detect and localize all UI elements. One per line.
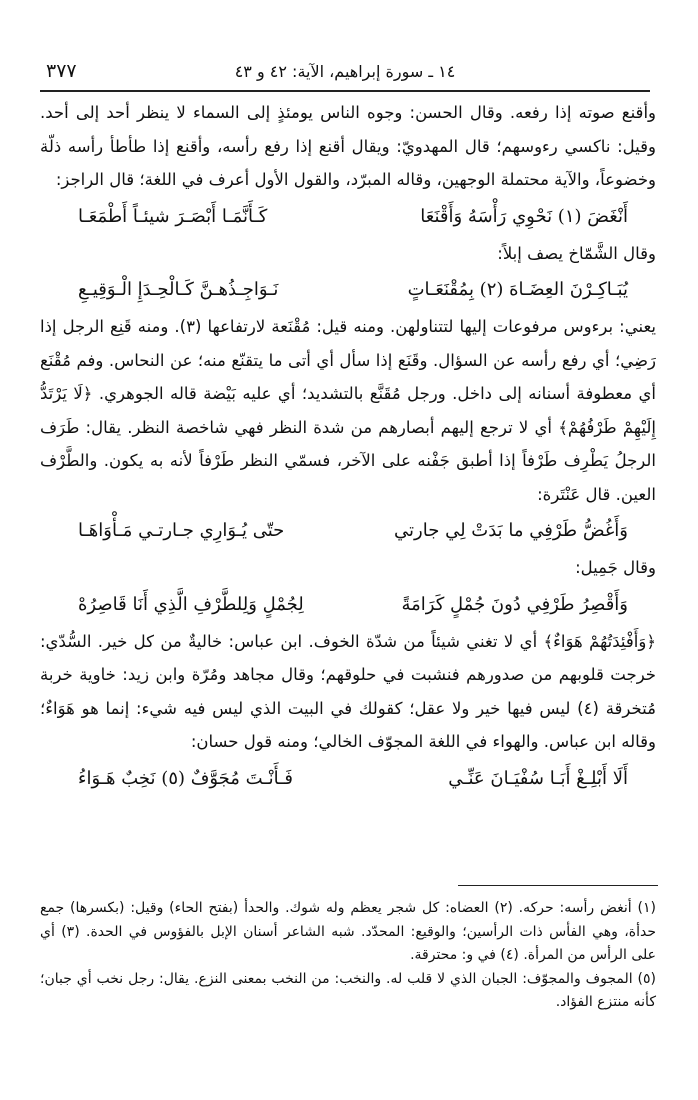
verse-line — [40, 197, 656, 237]
footnote-divider — [458, 885, 658, 886]
hemistich-first: وَأَقْصِرُ طَرْفِي دُونَ جُمْلٍ كَرَامَةً — [401, 593, 628, 615]
paragraph: وقال جَمِيل: — [575, 558, 656, 577]
page-number: ٣٧٧ — [46, 60, 77, 82]
paragraph: وقال الشَّمّاخ يصف إبلاً: — [497, 243, 656, 263]
hemistich-first: أَنْغَضَ (١) نَحْوِي رَأْسَهُ وَأَقْنَعَا — [420, 205, 628, 227]
hemistich-first: وَأَغُضُّ طَرْفِي ما بَدَتْ لِي جارتي — [394, 520, 628, 541]
paragraph: ﴿وَأَفْئِدَتُهُمْ هَوَاءٌ﴾ أي لا تغني شيئاً من شدّة الخوف. ابن عباس: خاليةٌ من كل خير. السُّدّي: خرجت قلوبهم من صدورهم فنشبت في حلوقهم؛ وقال مجاهد ومُرّة وابن زيد: خاوية خربة مُتخرقة (٤) ليس فيها خير ولا عقل؛ كقولك في البيت الذي ليس فيه شيء: إنما هو هَوَاءٌ؛ وقاله ابن عباس. والهواء في اللغة المجوّف الخالي؛ ومنه قول حسان: — [40, 631, 656, 751]
main-text — [40, 96, 656, 799]
hemistich-first: يُبَـاكِـرْنَ العِضَـاهَ (٢) بِمُقْنَعَـاتٍ — [407, 279, 628, 300]
page-header — [40, 58, 650, 92]
running-title: ١٤ ـ سورة إبراهيم، الآية: ٤٢ و ٤٣ — [234, 62, 456, 81]
verse-line — [40, 270, 656, 310]
paragraph: وأقنع صوته إذا رفعه. وقال الحسن: وجوه الناس يومئذٍ إلى السماء لا ينظر أحد إلى أحد. وقيل: ناكسي رءوسهم؛ قال المهدويّ: ويقال أقنع إذا رفع رأسه، وأقنع إذا طأطأ رأسه ذلّة وخضوعاً، والآية محتملة الوجهين، وقاله المبرّد، والقول الأول أعرف في اللغة؛ قال الراجز: — [40, 103, 656, 189]
hemistich-second: حتّى يُـوَارِي جـارتـي مَـأْوَاهَـا — [78, 520, 285, 541]
hemistich-second: لِجُمْلٍ وَلِلطَّرْفِ الَّذِي أَنَا قَاصِرُهْ — [78, 593, 304, 615]
hemistich-first: أَلَا أَبْلِـغْ أَبَـا سُفْيَـانَ عَنِّـي — [448, 767, 628, 789]
paragraph: يعني: برءوس مرفوعات إليها لتتناولهن. ومنه قيل: مُقْنَعة لارتفاعها (٣). ومنه قَنِع الرجل إذا رَضِي؛ أي رفع رأسه عن السؤال. وقَنَع إذا سأل أي أتى ما يتقنّع منه؛ عن النحاس. وفم مُقْنَع أي معطوفة أسنانه إلى داخل. ورجل مُقَنَّع بالتشديد؛ أي عليه بَيْضة قاله الجوهري. ﴿لَا يَرْتَدُّ إِلَيْهِمْ طَرْفُهُمْ﴾ أي لا ترجع إليهم أبصارهم من شدة النظر فهي شاخصة النظر. يقال: طَرَف الرجلُ يَطْرِف طَرْفاً إذا أطبق جَفْنه على الآخر، فسمّي النظر طَرْفاً لأنه به يكون. والطَّرْف العين. قال عَنْتَرة: — [40, 317, 656, 504]
verse-line — [40, 511, 656, 551]
hemistich-second: نَـوَاجِـذُهـنَّ كَـالْحِـدَإِ الْـوَقِيـعِ — [78, 279, 279, 300]
footnote: (١) أنغض رأسه: حركه. (٢) العضاه: كل شجر يعظم وله شوك. والحدأ (بفتح الحاء) وقيل: (بكسرها) جمع حدأة، وهي الفأس ذات الرأسين؛ والوقيع: المحدّد. شبه الشاعر أسنان الإبل بالفؤوس في الحدة. (٣) أي على الرأس من المرأة. (٤) في و: محترقة. — [40, 900, 656, 963]
footnotes — [40, 897, 656, 1015]
hemistich-second: كَـأَنَّمَـا أَبْصَـرَ شيئـاً أَطْمَعَـا — [78, 205, 268, 227]
verse-line — [40, 585, 656, 625]
verse-line — [40, 759, 656, 799]
footnote: (٥) المجوف والمجوّف: الجبان الذي لا قلب له. والنخب: من النخب بمعنى النزع. يقال: رجل نخب أي جبان؛ كأنه منتزع الفؤاد. — [40, 970, 656, 1010]
hemistich-second: فَـأَنْـتَ مُجَوَّفٌ (٥) نَخِبٌ هَـوَاءُ — [78, 767, 293, 789]
